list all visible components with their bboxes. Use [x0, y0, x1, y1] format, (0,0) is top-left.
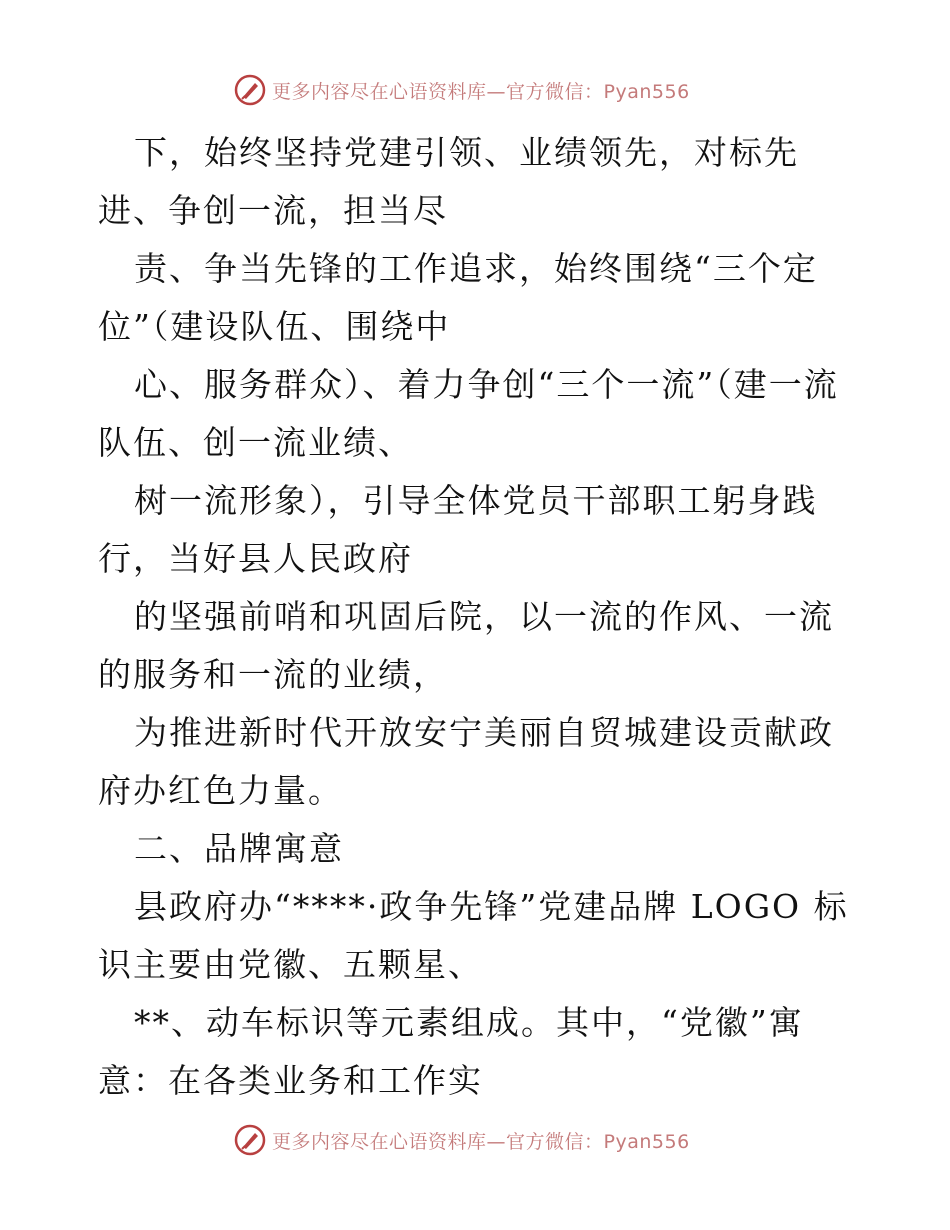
- feather-pen-logo-icon: [234, 1124, 266, 1156]
- feather-pen-logo-icon: [234, 74, 266, 106]
- paragraph: 责、争当先锋的工作追求，始终围绕“三个定位”（建设队伍、围绕中: [98, 249, 818, 346]
- paragraph: 心、服务群众）、着力争创“三个一流”（建一流队伍、创一流业绩、: [98, 365, 839, 462]
- footer-watermark: [234, 1122, 690, 1158]
- paragraph: 树一流形象），引导全体党员干部职工躬身践行，当好县人民政府: [98, 481, 818, 578]
- paragraph: 为推进新时代开放安宁美丽自贸城建设贡献政府办红色力量。: [98, 713, 834, 810]
- watermark-text: 更多内容尽在心语资料库—官方微信：Pyan556: [272, 80, 690, 103]
- paragraph: 下，始终坚持党建引领、业绩领先，对标先进、争创一流，担当尽: [98, 133, 799, 230]
- document-body: [98, 124, 858, 1110]
- header-watermark: [234, 72, 690, 108]
- paragraph: 的坚强前哨和巩固后院，以一流的作风、一流的服务和一流的业绩，: [98, 597, 834, 694]
- section-heading: 二、品牌寓意: [134, 829, 344, 868]
- watermark-text: 更多内容尽在心语资料库—官方微信：Pyan556: [272, 1130, 690, 1153]
- paragraph: 县政府办“****·政争先锋”党建品牌 LOGO 标识主要由党徽、五颗星、: [98, 887, 849, 984]
- paragraph: **、动车标识等元素组成。其中，“党徽”寓意：在各类业务和工作实: [98, 1003, 804, 1100]
